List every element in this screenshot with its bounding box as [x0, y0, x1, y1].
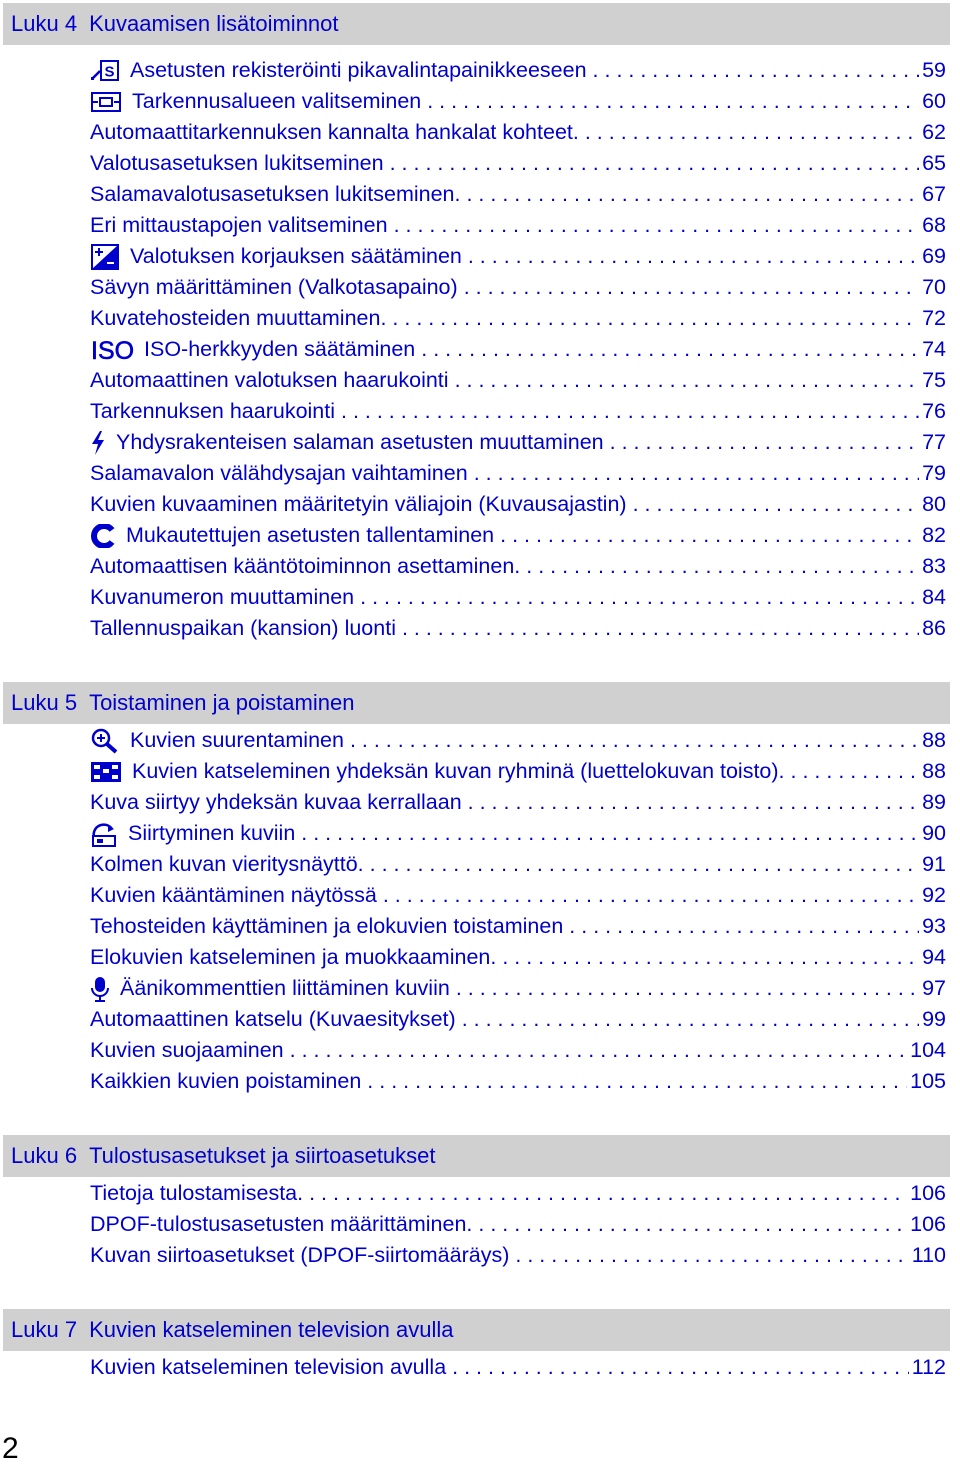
dot-leader	[791, 759, 920, 784]
chapter-header	[3, 1309, 950, 1351]
toc-entry-title: ISO-herkkyyden säätäminen	[144, 337, 416, 361]
dot-leader	[301, 821, 919, 846]
toc-entry-page: 75	[922, 368, 946, 392]
chapter-title: Kuvien katseleminen television avulla	[89, 1317, 454, 1342]
toc-entry[interactable]	[90, 334, 946, 365]
toc-entry[interactable]	[90, 489, 946, 520]
toc-entry[interactable]	[90, 117, 946, 148]
dot-leader	[462, 1007, 919, 1032]
toc-entry-page: 106	[910, 1181, 946, 1205]
custom-c-icon	[90, 523, 116, 549]
chapter-number: Luku 6	[11, 1143, 78, 1168]
toc-entry-page: 79	[922, 461, 946, 485]
toc-entry[interactable]	[90, 458, 946, 489]
dot-leader	[392, 306, 919, 331]
toc-entry-page: 60	[922, 89, 946, 113]
toc-entry[interactable]	[90, 849, 946, 880]
toc-entry-title: Tallennuspaikan (kansion) luonti	[90, 616, 396, 640]
chapter-number: Luku 7	[11, 1317, 78, 1342]
toc-entry-title: Kuvanumeron muuttaminen	[90, 585, 355, 609]
toc-entry[interactable]	[90, 241, 946, 272]
toc-entry-title: Kolmen kuvan vieritysnäyttö.	[90, 852, 364, 876]
dot-leader	[370, 852, 919, 877]
toc-entry-page: 80	[922, 492, 946, 516]
dot-leader	[427, 89, 919, 114]
toc-entry[interactable]	[90, 582, 946, 613]
toc-entry-title: Kuvatehosteiden muuttaminen.	[90, 306, 387, 330]
dot-leader	[455, 368, 920, 393]
toc-entry[interactable]	[90, 725, 946, 756]
dot-leader	[394, 213, 920, 238]
toc-entry-title: Tietoja tulostamisesta.	[90, 1181, 304, 1205]
dot-leader	[456, 976, 919, 1001]
toc-entry-title: Kuvien katseleminen yhdeksän kuvan ryhminä (luettelokuvan toisto).	[132, 759, 785, 783]
toc-entry[interactable]	[90, 1004, 946, 1035]
toc-entry-page: 89	[922, 790, 946, 814]
toc-entry-title: Elokuvien katseleminen ja muokkaaminen.	[90, 945, 497, 969]
dot-leader	[593, 58, 920, 83]
dot-leader	[390, 151, 919, 176]
toc-entry-title: Siirtyminen kuviin	[128, 821, 296, 845]
toc-entry-title: Mukautettujen asetusten tallentaminen	[126, 523, 495, 547]
svg-text:S: S	[104, 63, 115, 80]
toc-entry-title: Kuvien kääntäminen näytössä	[90, 883, 377, 907]
dot-leader	[500, 523, 919, 548]
toc-entry-page: 91	[922, 852, 946, 876]
toc-entry[interactable]	[90, 787, 946, 818]
toc-entry-title: Automaattinen katselu (Kuvaesitykset)	[90, 1007, 456, 1031]
dot-leader	[421, 337, 919, 362]
toc-entry-page: 68	[922, 213, 946, 237]
toc-entry-page: 72	[922, 306, 946, 330]
af-frame-icon	[90, 89, 122, 115]
toc-entry-page: 65	[922, 151, 946, 175]
page-number: 2	[2, 1432, 19, 1465]
dot-leader	[474, 461, 919, 486]
toc-entry-title: Valotuksen korjauksen säätäminen	[130, 244, 462, 268]
toc-entry[interactable]	[90, 880, 946, 911]
toc-entry[interactable]	[90, 1240, 946, 1271]
toc-entry-title: Automaattisen kääntötoiminnon asettaminen.	[90, 554, 521, 578]
toc-entry-title: Kuva siirtyy yhdeksän kuvaa kerrallaan	[90, 790, 462, 814]
toc-entry[interactable]	[90, 86, 946, 117]
toc-entry[interactable]	[90, 179, 946, 210]
toc-entry[interactable]	[90, 911, 946, 942]
toc-entry[interactable]	[90, 396, 946, 427]
svg-text:ISO: ISO	[91, 336, 134, 363]
dot-leader	[350, 728, 919, 753]
toc-entry[interactable]	[90, 756, 946, 787]
toc-list	[90, 1352, 946, 1383]
jump-icon	[90, 821, 118, 847]
toc-entry[interactable]	[90, 1066, 946, 1097]
toc-entry-page: 105	[910, 1069, 946, 1093]
toc-entry[interactable]	[90, 427, 946, 458]
toc-entry[interactable]	[90, 973, 946, 1004]
toc-entry-page: 110	[911, 1243, 946, 1267]
toc-entry-title: Kuvien suojaaminen	[90, 1038, 284, 1062]
toc-entry-page: 86	[922, 616, 946, 640]
toc-entry-title: Kuvan siirtoasetukset (DPOF-siirtomääräys)	[90, 1243, 510, 1267]
chapter-header	[3, 682, 950, 724]
toc-entry-title: Valotusasetuksen lukitseminen	[90, 151, 384, 175]
toc-entry-title: Kuvien suurentaminen	[130, 728, 344, 752]
dot-leader	[402, 616, 919, 641]
dot-leader	[633, 492, 920, 517]
toc-entry-title: Tarkennusalueen valitseminen	[132, 89, 422, 113]
dot-leader	[502, 945, 919, 970]
chapter-number: Luku 4	[11, 11, 78, 36]
chapter-header	[3, 1135, 950, 1177]
chapter-header	[3, 3, 950, 45]
toc-list	[90, 725, 946, 1097]
dot-leader	[610, 430, 919, 455]
toc-entry[interactable]	[90, 148, 946, 179]
toc-entry[interactable]	[90, 1035, 946, 1066]
toc-entry-page: 82	[922, 523, 946, 547]
dot-leader	[383, 883, 919, 908]
toc-list	[90, 55, 946, 644]
chapter-title: Kuvaamisen lisätoiminnot	[89, 11, 339, 36]
toc-entry-title: Automaattitarkennuksen kannalta hankalat kohteet.	[90, 120, 579, 144]
toc-entry[interactable]	[90, 55, 946, 86]
toc-entry-title: Tehosteiden käyttäminen ja elokuvien toistaminen	[90, 914, 564, 938]
toc-entry[interactable]	[90, 1352, 946, 1383]
toc-entry-title: Äänikommenttien liittäminen kuviin	[120, 976, 450, 1000]
index-grid-icon	[90, 759, 122, 785]
toc-entry-page: 59	[922, 58, 946, 82]
toc-entry-title: Kuvien kuvaaminen määritetyin väliajoin (Kuvausajastin)	[90, 492, 627, 516]
toc-entry-page: 69	[922, 244, 946, 268]
dot-leader	[464, 275, 919, 300]
toc-entry[interactable]	[90, 1178, 946, 1209]
chapter-title: Tulostusasetukset ja siirtoasetukset	[89, 1143, 436, 1168]
toc-entry[interactable]	[90, 365, 946, 396]
toc-entry-page: 99	[922, 1007, 946, 1031]
toc-entry[interactable]	[90, 551, 946, 582]
toc-entry-title: Automaattinen valotuksen haarukointi	[90, 368, 449, 392]
toc-entry-page: 67	[922, 182, 946, 206]
flash-icon	[90, 430, 106, 456]
dot-leader	[468, 244, 919, 269]
toc-entry-page: 70	[922, 275, 946, 299]
chapter-number: Luku 5	[11, 690, 78, 715]
toc-entry-page: 83	[922, 554, 946, 578]
toc-entry-page: 77	[922, 430, 946, 454]
toc-entry-page: 104	[910, 1038, 946, 1062]
toc-entry-page: 92	[922, 883, 946, 907]
toc-entry[interactable]	[90, 210, 946, 241]
toc-entry-page: 97	[922, 976, 946, 1000]
dot-leader	[478, 1212, 907, 1237]
toc-entry[interactable]	[90, 520, 946, 551]
dot-leader	[452, 1355, 909, 1380]
toc-entry-page: 84	[922, 585, 946, 609]
toc-entry-page: 88	[922, 728, 946, 752]
toc-entry-title: Asetusten rekisteröinti pikavalintapainikkeeseen	[130, 58, 587, 82]
dot-leader	[468, 790, 919, 815]
magnify-icon	[90, 728, 120, 754]
toc-list	[90, 1178, 946, 1271]
toc-entry-page: 112	[911, 1355, 946, 1379]
toc-entry[interactable]	[90, 942, 946, 973]
toc-entry[interactable]	[90, 613, 946, 644]
toc-entry-page: 88	[922, 759, 946, 783]
toc-entry-title: Salamavalon välähdysajan vaihtaminen	[90, 461, 468, 485]
toc-entry-page: 93	[922, 914, 946, 938]
dot-leader	[341, 399, 919, 424]
dot-leader	[585, 120, 919, 145]
toc-entry-title: Salamavalotusasetuksen lukitseminen.	[90, 182, 461, 206]
toc-entry-page: 90	[922, 821, 946, 845]
toc-entry-page: 94	[922, 945, 946, 969]
dot-leader	[515, 1243, 908, 1268]
dot-leader	[360, 585, 919, 610]
toc-entry[interactable]	[90, 303, 946, 334]
toc-entry-title: Sävyn määrittäminen (Valkotasapaino)	[90, 275, 458, 299]
toc-entry-page: 76	[922, 399, 946, 423]
toc-entry[interactable]	[90, 272, 946, 303]
dot-leader	[290, 1038, 907, 1063]
toc-entry-title: Kuvien katseleminen television avulla	[90, 1355, 447, 1379]
microphone-icon	[90, 976, 110, 1002]
toc-entry-title: Yhdysrakenteisen salaman asetusten muuttaminen	[116, 430, 604, 454]
dot-leader	[367, 1069, 907, 1094]
toc-entry[interactable]	[90, 818, 946, 849]
chapter-title: Toistaminen ja poistaminen	[89, 690, 355, 715]
dot-leader	[569, 914, 919, 939]
toc-entry-page: 106	[910, 1212, 946, 1236]
toc-entry-title: Eri mittaustapojen valitseminen	[90, 213, 388, 237]
toc-entry[interactable]	[90, 1209, 946, 1240]
toc-entry-title: Tarkennuksen haarukointi	[90, 399, 336, 423]
dot-leader	[309, 1181, 907, 1206]
exposure-compensation-icon	[90, 244, 120, 270]
iso-icon	[90, 337, 134, 363]
toc-entry-title: Kaikkien kuvien poistaminen	[90, 1069, 362, 1093]
register-shortcut-icon	[90, 58, 120, 84]
toc-entry-page: 62	[922, 120, 946, 144]
toc-entry-title: DPOF-tulostusasetusten määrittäminen.	[90, 1212, 473, 1236]
dot-leader	[526, 554, 919, 579]
dot-leader	[466, 182, 919, 207]
toc-entry-page: 74	[922, 337, 946, 361]
